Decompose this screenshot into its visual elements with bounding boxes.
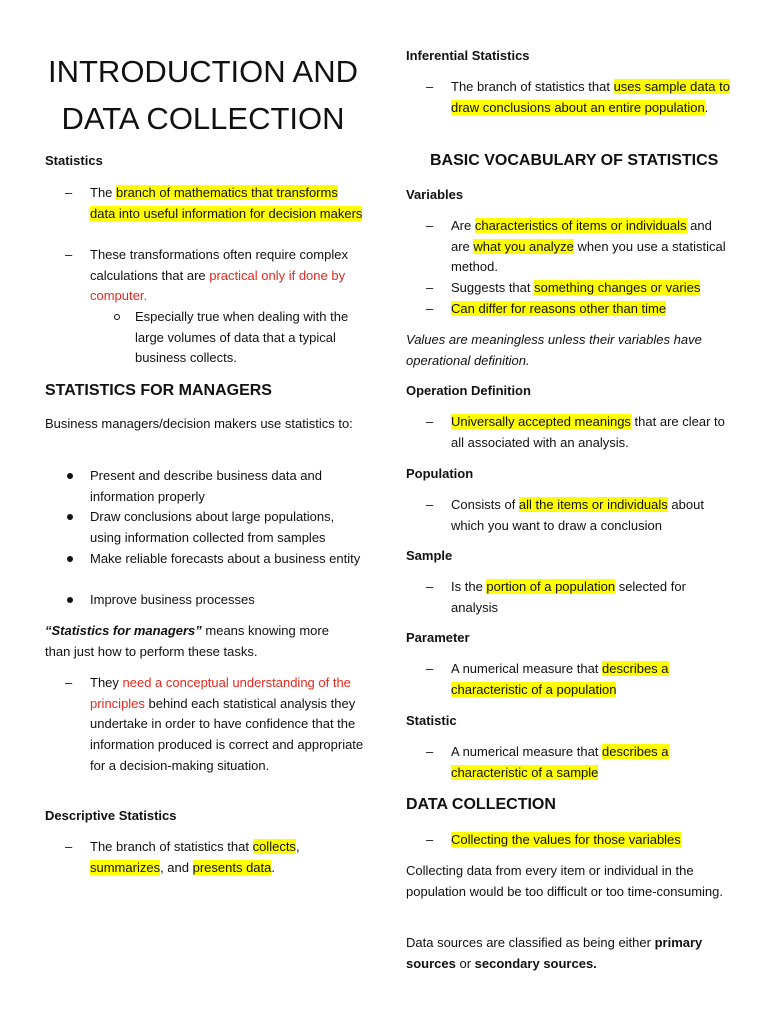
- text: Is the: [451, 579, 487, 594]
- highlighted-text: characteristics of items or individuals: [474, 218, 687, 233]
- highlighted-text: Can differ for reasons other than time: [451, 301, 667, 316]
- text: or: [455, 955, 475, 971]
- dash-marker: –: [426, 744, 434, 759]
- variables-differ-item: [406, 299, 731, 320]
- variables-definition-item: [406, 216, 731, 278]
- dash-marker: –: [426, 414, 434, 429]
- inferential-definition-item: [406, 77, 731, 118]
- red-text: practical only if done by computer.: [90, 267, 346, 304]
- dash-marker: –: [65, 247, 73, 262]
- vocabulary-heading: BASIC VOCABULARY OF STATISTICS: [430, 152, 719, 169]
- text: , and: [160, 859, 193, 875]
- text: These transformations often require complex calculations that are: [90, 247, 348, 283]
- transformations-item: [45, 245, 365, 307]
- dash-marker: –: [426, 79, 434, 94]
- text: that are clear to all associated with an analysis.: [451, 414, 725, 450]
- page-title: [45, 48, 361, 142]
- text: Suggests that: [451, 280, 535, 295]
- parameter-label: Parameter: [406, 630, 470, 645]
- population-label: Population: [406, 466, 474, 481]
- data-collection-paragraph: Collecting data from every item or individual in the population would be too difficult or too time-consuming.: [406, 863, 724, 899]
- text: means knowing more than just how to perform these tasks.: [45, 623, 329, 659]
- highlighted-text: summarizes: [90, 859, 161, 875]
- highlighted-text: branch of mathematics that transforms data into useful information for decision makers: [90, 185, 363, 221]
- bullet-icon: [67, 514, 73, 520]
- text: The branch of statistics that: [451, 79, 614, 94]
- dash-marker: –: [426, 301, 434, 316]
- variables-label: Variables: [406, 187, 464, 202]
- bullet-icon: [67, 473, 73, 479]
- inferential-statistics-label: Inferential Statistics: [406, 48, 530, 63]
- data-collection-item: [406, 830, 731, 851]
- descriptive-definition-item: [45, 837, 365, 878]
- managers-intro: Business managers/decision makers use statistics to:: [45, 416, 353, 431]
- bullet-icon: [67, 556, 73, 562]
- hollow-bullet-icon: [114, 314, 120, 320]
- bullet-icon: [67, 597, 73, 603]
- large-volumes-subitem: [45, 307, 360, 369]
- dash-marker: –: [426, 218, 434, 233]
- dash-marker: –: [426, 497, 434, 512]
- text: Data sources are classified as being either: [406, 935, 655, 950]
- text: Especially true when dealing with the large volumes of data that a typical business collects.: [135, 309, 349, 366]
- text: behind each statistical analysis they undertake in order to have confidence that the information produced is correct and appropriate for a decision-making situation.: [90, 695, 364, 773]
- text: ,: [295, 839, 300, 854]
- statistics-for-managers-quote: [45, 621, 355, 662]
- highlighted-text: uses sample data to draw conclusions about an entire population: [451, 79, 730, 115]
- text: They: [90, 675, 123, 690]
- variables-changes-item: [406, 278, 731, 299]
- text: A numerical measure that: [451, 744, 603, 759]
- operation-definition-label: Operation Definition: [406, 383, 531, 398]
- text: The branch of statistics that: [90, 839, 253, 854]
- parameter-definition-item: [406, 659, 731, 700]
- dash-marker: –: [65, 839, 73, 854]
- red-text: need a conceptual understanding of the principles: [90, 675, 351, 711]
- dash-marker: –: [426, 280, 434, 295]
- descriptive-statistics-label: Descriptive Statistics: [45, 808, 177, 823]
- bold-text: secondary sources.: [474, 955, 597, 971]
- highlighted-text: collects: [252, 839, 296, 854]
- text: Present and describe business data and information properly: [90, 468, 322, 504]
- sample-definition-item: [406, 577, 731, 618]
- text: and are: [451, 218, 712, 254]
- title-line-2: DATA COLLECTION: [61, 101, 345, 136]
- bullet-item: [45, 466, 365, 507]
- conceptual-understanding-item: [45, 673, 365, 777]
- bold-text: primary sources: [406, 935, 703, 971]
- text: .: [271, 859, 276, 875]
- text: when you use a statistical method.: [451, 238, 726, 275]
- highlighted-text: Collecting the values for those variables: [451, 832, 681, 847]
- text: about which you want to draw a conclusion: [451, 497, 704, 533]
- highlighted-text: describes a characteristic of a population: [451, 661, 669, 697]
- highlighted-text: all the items or individuals: [518, 497, 668, 512]
- highlighted-text: portion of a population: [486, 579, 616, 594]
- values-note: Values are meaningless unless their variables have operational definition.: [406, 332, 702, 368]
- dash-marker: –: [65, 675, 73, 690]
- data-sources-paragraph: [406, 933, 726, 974]
- population-definition-item: [406, 495, 731, 536]
- bullet-item: [45, 549, 365, 570]
- highlighted-text: describes a characteristic of a sample: [451, 744, 669, 780]
- statistics-definition-item: [45, 183, 365, 224]
- text: Improve business processes: [90, 592, 255, 607]
- text: A numerical measure that: [451, 661, 603, 676]
- statistic-definition-item: [406, 742, 731, 783]
- sample-label: Sample: [406, 548, 453, 563]
- highlighted-text: presents data: [192, 859, 272, 875]
- highlighted-text: something changes or varies: [534, 280, 701, 295]
- quote-bold-italic: “Statistics for managers”: [45, 623, 202, 638]
- highlighted-text: Universally accepted meanings: [451, 414, 631, 429]
- operation-definition-item: [406, 412, 731, 453]
- data-collection-heading: DATA COLLECTION: [406, 796, 556, 813]
- dash-marker: –: [426, 579, 434, 594]
- statistic-label: Statistic: [406, 713, 457, 728]
- dash-marker: –: [426, 661, 434, 676]
- bullet-item: [45, 507, 365, 548]
- dash-marker: –: [426, 832, 434, 847]
- bullet-item: [45, 590, 365, 611]
- dash-marker: –: [65, 185, 73, 200]
- text: selected for analysis: [451, 579, 686, 615]
- text: Make reliable forecasts about a business entity: [90, 551, 361, 566]
- text: Draw conclusions about large populations, using information collected from samples: [90, 509, 335, 545]
- highlighted-text: what you analyze: [473, 238, 574, 254]
- text: Consists of: [451, 497, 519, 512]
- statistics-label: Statistics: [45, 153, 103, 168]
- title-line-1: INTRODUCTION AND: [48, 54, 358, 89]
- managers-heading: STATISTICS FOR MANAGERS: [45, 382, 272, 399]
- text: The: [90, 185, 117, 200]
- text: Are: [451, 218, 475, 233]
- text: .: [704, 99, 709, 115]
